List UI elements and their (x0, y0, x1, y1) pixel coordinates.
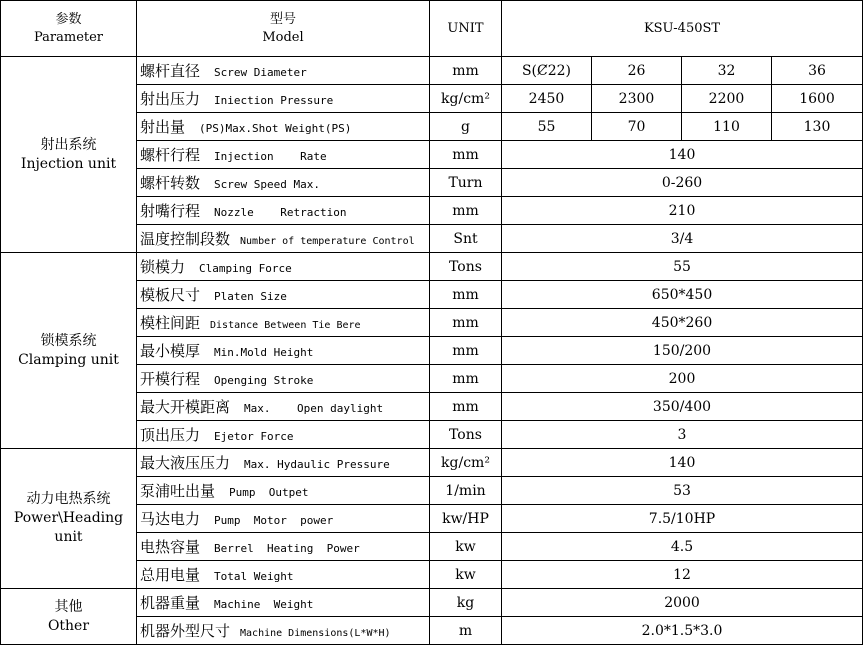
parameter-name-cn: 射嘴行程 (140, 202, 201, 220)
parameter-name-cn: 最大开模距离 (140, 398, 231, 416)
parameter-name-cn: 顶出压力 (140, 426, 201, 444)
value-cell: 200 (502, 365, 863, 393)
parameter-name-cell (137, 197, 430, 225)
value-cell: 55 (502, 253, 863, 281)
parameter-name-en: Number of temperature Control (240, 236, 415, 247)
parameter-name-cn: 射出压力 (140, 90, 201, 108)
parameter-name-cell (137, 281, 430, 309)
parameter-name-cn: 螺杆行程 (140, 146, 201, 164)
parameter-name-cell (137, 225, 430, 253)
value-cell: 650*450 (502, 281, 863, 309)
group-label-cn: 动力电热系统 (26, 491, 111, 507)
parameter-name-en: Machine Weight (214, 598, 314, 611)
unit-cell: mm (430, 281, 502, 309)
group-label-cn: 其他 (54, 598, 83, 615)
group-label-en: Other (47, 617, 90, 634)
unit-cell: mm (430, 393, 502, 421)
unit-cell: m (430, 617, 502, 645)
parameter-name-cell (137, 393, 430, 421)
unit-cell: kg/cm² (430, 449, 502, 477)
parameter-name-cell (137, 57, 430, 85)
machine-model-header: KSU-450ST (502, 1, 863, 57)
value-cell: 4.5 (502, 533, 863, 561)
unit-cell: mm (430, 309, 502, 337)
model-header-en: Model (262, 29, 304, 45)
parameter-name-cn: 模板尺寸 (140, 286, 201, 304)
spec-row (1, 449, 863, 477)
parameter-name-en: Openging Stroke (214, 374, 314, 387)
unit-cell: kw (430, 533, 502, 561)
value-cell: 350/400 (502, 393, 863, 421)
unit-cell: Turn (430, 169, 502, 197)
group-label-injection-unit (1, 57, 137, 253)
parameter-header-cn: 参数 (55, 11, 82, 27)
value-cell: 210 (502, 197, 863, 225)
parameter-name-en: Platen Size (214, 290, 287, 303)
parameter-name-cn: 泵浦吐出量 (140, 482, 216, 500)
unit-cell: Snt (430, 225, 502, 253)
value-cell: 3 (502, 421, 863, 449)
value-cell: 55 (502, 113, 592, 141)
value-cell: 110 (682, 113, 772, 141)
value-cell: 32 (682, 57, 772, 85)
parameter-name-en: Pump Motor power (214, 514, 334, 527)
parameter-name-en: Machine Dimensions(L*W*H) (240, 628, 391, 639)
unit-cell: mm (430, 337, 502, 365)
value-cell: 150/200 (502, 337, 863, 365)
parameter-name-cell (137, 477, 430, 505)
parameter-name-en: Screw Diameter (214, 66, 307, 79)
value-cell: 2000 (502, 589, 863, 617)
value-cell: 53 (502, 477, 863, 505)
unit-cell: mm (430, 197, 502, 225)
parameter-name-en: Max. Open daylight (244, 402, 384, 415)
value-cell: S(Ȼ22) (502, 57, 592, 85)
unit-header: UNIT (430, 1, 502, 57)
unit-cell: mm (430, 57, 502, 85)
parameter-name-en: Min.Mold Height (214, 346, 314, 359)
group-label-power-heading-unit (1, 449, 137, 589)
parameter-name-en: Distance Between Tie Bere (210, 320, 361, 331)
unit-cell: mm (430, 141, 502, 169)
parameter-name-en: Total Weight (214, 570, 294, 583)
parameter-name-en: Nozzle Retraction (214, 206, 347, 219)
spec-row (1, 57, 863, 85)
parameter-name-cell (137, 337, 430, 365)
value-cell: 2.0*1.5*3.0 (502, 617, 863, 645)
spec-row (1, 253, 863, 281)
value-cell: 7.5/10HP (502, 505, 863, 533)
parameter-name-en: Iniection Pressure (214, 94, 334, 107)
parameter-name-cell (137, 561, 430, 589)
value-cell: 450*260 (502, 309, 863, 337)
parameter-name-cn: 最小模厚 (140, 342, 201, 360)
group-label-other (1, 589, 137, 645)
parameter-name-cell (137, 617, 430, 645)
parameter-name-cn: 模柱间距 (140, 314, 201, 332)
group-label-cn: 锁模系统 (40, 332, 97, 349)
unit-cell: mm (430, 365, 502, 393)
parameter-name-cell (137, 365, 430, 393)
parameter-name-cn: 机器重量 (140, 594, 201, 612)
group-label-en: Clamping unit (18, 351, 119, 368)
parameter-name-en: Berrel Heating Power (214, 542, 360, 555)
parameter-name-en: Clamping Force (199, 262, 292, 275)
group-label-clamping-unit (1, 253, 137, 449)
parameter-name-cn: 温度控制段数 (140, 230, 231, 248)
value-cell: 2450 (502, 85, 592, 113)
unit-cell: kg (430, 589, 502, 617)
parameter-name-cell (137, 533, 430, 561)
group-label-en: Injection unit (20, 155, 117, 172)
parameter-name-en: Max. Hydaulic Pressure (244, 458, 390, 471)
parameter-name-cn: 射出量 (140, 118, 186, 136)
value-cell: 70 (592, 113, 682, 141)
parameter-name-cell (137, 253, 430, 281)
spec-row (1, 589, 863, 617)
parameter-header-en: Parameter (33, 29, 104, 45)
value-cell: 140 (502, 141, 863, 169)
parameter-name-cell (137, 505, 430, 533)
parameter-name-en: Ejetor Force (214, 430, 294, 443)
parameter-name-cn: 开模行程 (140, 370, 201, 388)
parameter-name-cn: 马达电力 (140, 510, 201, 528)
parameter-name-cell (137, 309, 430, 337)
unit-cell: kw (430, 561, 502, 589)
unit-cell: 1/min (430, 477, 502, 505)
value-cell: 1600 (772, 85, 863, 113)
parameter-name-cn: 电热容量 (140, 538, 201, 556)
value-cell: 140 (502, 449, 863, 477)
parameter-name-cell (137, 589, 430, 617)
parameter-name-cn: 最大液压压力 (140, 454, 231, 472)
parameter-name-cell (137, 113, 430, 141)
parameter-header (1, 1, 137, 57)
value-cell: 3/4 (502, 225, 863, 253)
group-label-en: Power\Heading unit (13, 510, 124, 545)
unit-cell: g (430, 113, 502, 141)
parameter-name-en: Screw Speed Max. (214, 178, 320, 191)
parameter-name-en: (PS)Max.Shot Weight(PS) (199, 122, 352, 135)
unit-cell: kg/cm² (430, 85, 502, 113)
group-label-cn: 射出系统 (40, 136, 97, 153)
unit-cell: kw/HP (430, 505, 502, 533)
value-cell: 0-260 (502, 169, 863, 197)
model-header-cn: 型号 (269, 11, 296, 27)
unit-cell: Tons (430, 421, 502, 449)
value-cell: 12 (502, 561, 863, 589)
parameter-name-cn: 螺杆转数 (140, 174, 201, 192)
unit-cell: Tons (430, 253, 502, 281)
value-cell: 2200 (682, 85, 772, 113)
parameter-name-cn: 机器外型尺寸 (140, 622, 231, 640)
parameter-name-en: Pump Outpet (229, 486, 309, 499)
parameter-name-cn: 锁模力 (140, 258, 186, 276)
value-cell: 36 (772, 57, 863, 85)
parameter-name-cell (137, 85, 430, 113)
header-row (1, 1, 863, 57)
value-cell: 26 (592, 57, 682, 85)
parameter-name-cell (137, 141, 430, 169)
parameter-name-cn: 螺杆直径 (140, 62, 201, 80)
value-cell: 130 (772, 113, 863, 141)
parameter-name-cell (137, 449, 430, 477)
value-cell: 2300 (592, 85, 682, 113)
parameter-name-cell (137, 169, 430, 197)
parameter-name-en: Injection Rate (214, 150, 327, 163)
parameter-name-cn: 总用电量 (140, 566, 201, 584)
model-header (137, 1, 430, 57)
parameter-name-cell (137, 421, 430, 449)
